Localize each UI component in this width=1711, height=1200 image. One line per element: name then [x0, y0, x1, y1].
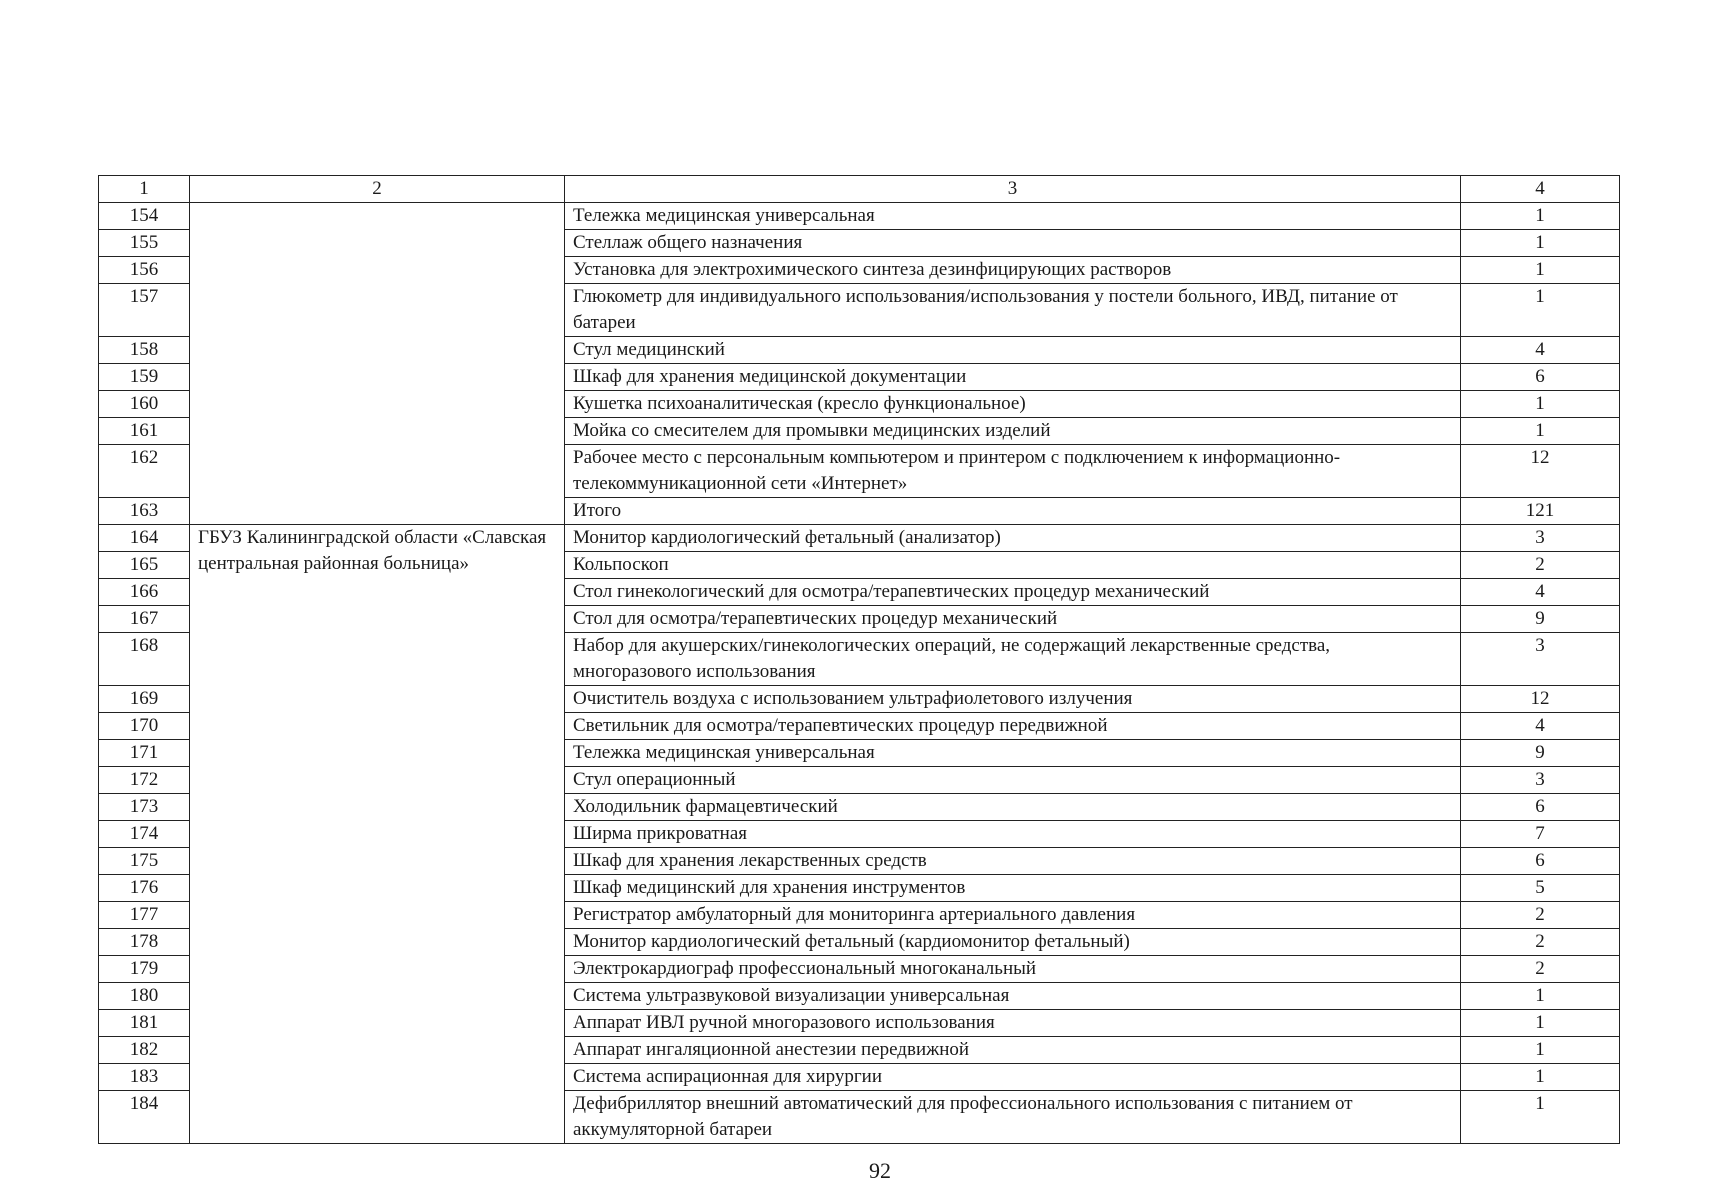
row-number: 180 — [99, 983, 190, 1010]
row-number: 154 — [99, 203, 190, 230]
equipment-quantity: 2 — [1461, 956, 1620, 983]
row-number: 157 — [99, 284, 190, 337]
equipment-quantity: 9 — [1461, 606, 1620, 633]
row-number: 179 — [99, 956, 190, 983]
table-body — [99, 203, 1620, 1144]
row-number: 174 — [99, 821, 190, 848]
equipment-name: Аппарат ингаляционной анестезии передвижной — [565, 1037, 1461, 1064]
table-row — [99, 203, 1620, 230]
header-cell-3: 3 — [565, 176, 1461, 203]
equipment-name: Шкаф для хранения медицинской документации — [565, 364, 1461, 391]
header-row — [99, 176, 1620, 203]
equipment-quantity: 9 — [1461, 740, 1620, 767]
equipment-quantity: 4 — [1461, 579, 1620, 606]
equipment-name: Монитор кардиологический фетальный (кардиомонитор фетальный) — [565, 929, 1461, 956]
equipment-name: Светильник для осмотра/терапевтических процедур передвижной — [565, 713, 1461, 740]
equipment-quantity: 1 — [1461, 284, 1620, 337]
row-number: 173 — [99, 794, 190, 821]
row-number: 158 — [99, 337, 190, 364]
equipment-quantity: 2 — [1461, 929, 1620, 956]
header-cell-4: 4 — [1461, 176, 1620, 203]
equipment-name: Стул операционный — [565, 767, 1461, 794]
equipment-name: Мойка со смесителем для промывки медицинских изделий — [565, 418, 1461, 445]
equipment-quantity: 1 — [1461, 391, 1620, 418]
equipment-name: Система ультразвуковой визуализации универсальная — [565, 983, 1461, 1010]
row-number: 163 — [99, 498, 190, 525]
organization-name: ГБУЗ Калининградской области «Славская центральная районная больница» — [190, 525, 565, 1144]
row-number: 183 — [99, 1064, 190, 1091]
equipment-name: Холодильник фармацевтический — [565, 794, 1461, 821]
equipment-quantity: 1 — [1461, 418, 1620, 445]
equipment-name: Аппарат ИВЛ ручной многоразового использования — [565, 1010, 1461, 1037]
equipment-quantity: 12 — [1461, 445, 1620, 498]
page-number: 92 — [869, 1158, 891, 1183]
equipment-quantity: 2 — [1461, 902, 1620, 929]
equipment-name: Установка для электрохимического синтеза дезинфицирующих растворов — [565, 257, 1461, 284]
equipment-name: Стол гинекологический для осмотра/терапевтических процедур механический — [565, 579, 1461, 606]
equipment-name: Глюкометр для индивидуального использования/использования у постели больного, ИВД, питание от батареи — [565, 284, 1461, 337]
equipment-name: Электрокардиограф профессиональный многоканальный — [565, 956, 1461, 983]
equipment-name: Дефибриллятор внешний автоматический для профессионального использования с питанием от аккумуляторной батареи — [565, 1091, 1461, 1144]
row-number: 168 — [99, 633, 190, 686]
equipment-name: Ширма прикроватная — [565, 821, 1461, 848]
row-number: 178 — [99, 929, 190, 956]
equipment-quantity: 1 — [1461, 203, 1620, 230]
equipment-quantity: 4 — [1461, 337, 1620, 364]
row-number: 155 — [99, 230, 190, 257]
equipment-quantity: 1 — [1461, 230, 1620, 257]
equipment-quantity: 6 — [1461, 364, 1620, 391]
equipment-name: Кушетка психоаналитическая (кресло функциональное) — [565, 391, 1461, 418]
equipment-name: Система аспирационная для хирургии — [565, 1064, 1461, 1091]
equipment-name: Очиститель воздуха с использованием ультрафиолетового излучения — [565, 686, 1461, 713]
equipment-name: Стол для осмотра/терапевтических процедур механический — [565, 606, 1461, 633]
equipment-name: Набор для акушерских/гинекологических операций, не содержащий лекарственные средства, многоразового использования — [565, 633, 1461, 686]
equipment-quantity: 6 — [1461, 794, 1620, 821]
equipment-quantity: 1 — [1461, 257, 1620, 284]
row-number: 171 — [99, 740, 190, 767]
equipment-name: Кольпоскоп — [565, 552, 1461, 579]
equipment-quantity: 5 — [1461, 875, 1620, 902]
row-number: 159 — [99, 364, 190, 391]
equipment-name: Рабочее место с персональным компьютером и принтером с подключением к информационно-телекоммуникационной сети «Интернет» — [565, 445, 1461, 498]
row-number: 169 — [99, 686, 190, 713]
equipment-table — [98, 175, 1620, 1144]
row-number: 161 — [99, 418, 190, 445]
row-number: 181 — [99, 1010, 190, 1037]
equipment-quantity: 3 — [1461, 633, 1620, 686]
equipment-name: Шкаф медицинский для хранения инструментов — [565, 875, 1461, 902]
row-number: 164 — [99, 525, 190, 552]
equipment-quantity: 3 — [1461, 767, 1620, 794]
row-number: 177 — [99, 902, 190, 929]
row-number: 176 — [99, 875, 190, 902]
equipment-quantity: 1 — [1461, 1064, 1620, 1091]
equipment-name: Итого — [565, 498, 1461, 525]
equipment-name: Шкаф для хранения лекарственных средств — [565, 848, 1461, 875]
row-number: 170 — [99, 713, 190, 740]
row-number: 162 — [99, 445, 190, 498]
row-number: 165 — [99, 552, 190, 579]
header-cell-1: 1 — [99, 176, 190, 203]
organization-cell-empty — [190, 203, 565, 525]
equipment-quantity: 1 — [1461, 983, 1620, 1010]
equipment-quantity: 1 — [1461, 1037, 1620, 1064]
row-number: 166 — [99, 579, 190, 606]
row-number: 172 — [99, 767, 190, 794]
table-row — [99, 525, 1620, 552]
equipment-name: Тележка медицинская универсальная — [565, 203, 1461, 230]
header-cell-2: 2 — [190, 176, 565, 203]
equipment-name: Монитор кардиологический фетальный (анализатор) — [565, 525, 1461, 552]
row-number: 175 — [99, 848, 190, 875]
equipment-quantity: 1 — [1461, 1091, 1620, 1144]
row-number: 156 — [99, 257, 190, 284]
equipment-name: Регистратор амбулаторный для мониторинга артериального давления — [565, 902, 1461, 929]
equipment-quantity: 6 — [1461, 848, 1620, 875]
equipment-quantity: 7 — [1461, 821, 1620, 848]
equipment-quantity: 3 — [1461, 525, 1620, 552]
row-number: 184 — [99, 1091, 190, 1144]
equipment-name: Стул медицинский — [565, 337, 1461, 364]
row-number: 167 — [99, 606, 190, 633]
equipment-quantity: 121 — [1461, 498, 1620, 525]
row-number: 160 — [99, 391, 190, 418]
equipment-quantity: 12 — [1461, 686, 1620, 713]
row-number: 182 — [99, 1037, 190, 1064]
equipment-name: Тележка медицинская универсальная — [565, 740, 1461, 767]
equipment-quantity: 1 — [1461, 1010, 1620, 1037]
equipment-quantity: 4 — [1461, 713, 1620, 740]
equipment-name: Стеллаж общего назначения — [565, 230, 1461, 257]
equipment-quantity: 2 — [1461, 552, 1620, 579]
